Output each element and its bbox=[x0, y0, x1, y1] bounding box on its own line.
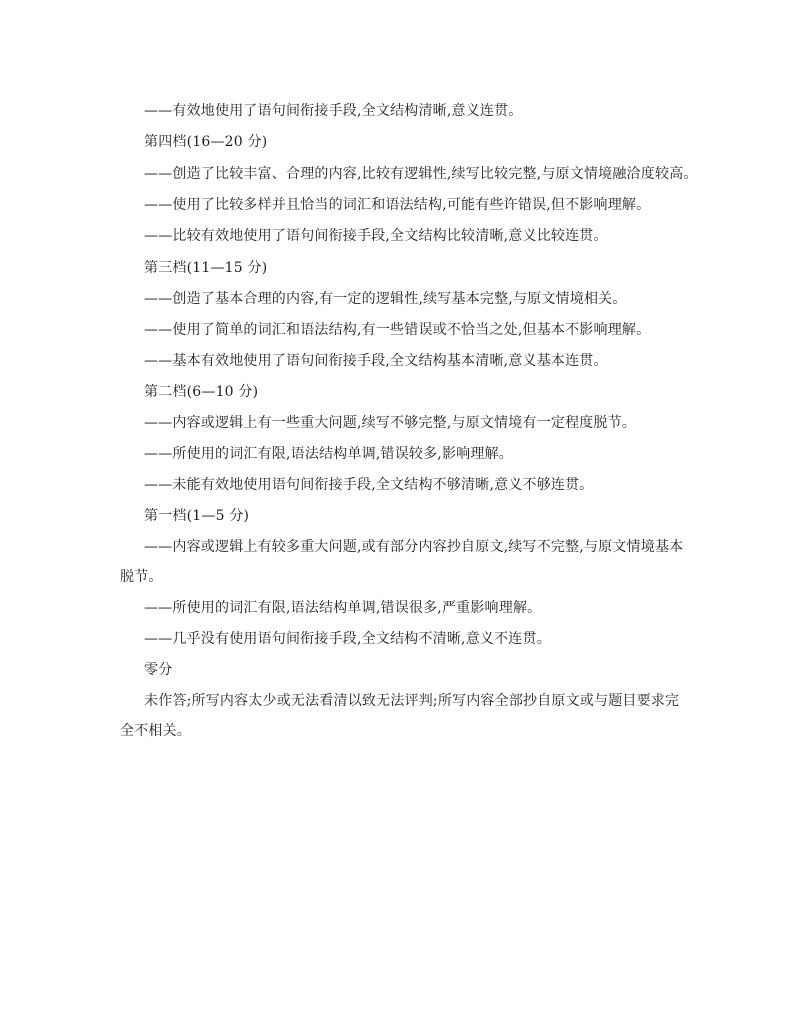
tier3-criterion-coherence: ——基本有效地使用了语句间衔接手段,全文结构基本清晰,意义基本连贯。 bbox=[144, 353, 608, 369]
tier2-criterion-language: ——所使用的词汇有限,语法结构单调,错误较多,影响理解。 bbox=[144, 446, 513, 462]
tier2-criterion-coherence: ——未能有效地使用语句间衔接手段,全文结构不够清晰,意义不够连贯。 bbox=[144, 477, 594, 493]
tier4-heading: 第四档(16—20 分) bbox=[144, 134, 268, 150]
tier1-criterion-coherence: ——几乎没有使用语句间衔接手段,全文结构不清晰,意义不连贯。 bbox=[144, 631, 551, 647]
tier3-heading: 第三档(11—15 分) bbox=[144, 260, 268, 276]
tier4-criterion-coherence: ——比较有效地使用了语句间衔接手段,全文结构比较清晰,意义比较连贯。 bbox=[144, 228, 608, 244]
tier1-criterion-language: ——所使用的词汇有限,语法结构单调,错误很多,严重影响理解。 bbox=[144, 600, 542, 616]
tier4-criterion-language: ——使用了比较多样并且恰当的词汇和语法结构,可能有些许错误,但不影响理解。 bbox=[144, 197, 651, 213]
tier5-criterion-coherence: ——有效地使用了语句间衔接手段,全文结构清晰,意义连贯。 bbox=[144, 103, 523, 119]
zero-score-text-line1: 未作答;所写内容太少或无法看清以致无法评判;所写内容全部抄自原文或与题目要求完 bbox=[144, 693, 680, 709]
tier1-heading: 第一档(1—5 分) bbox=[144, 508, 250, 524]
tier2-criterion-content: ——内容或逻辑上有一些重大问题,续写不够完整,与原文情境有一定程度脱节。 bbox=[144, 415, 637, 431]
tier1-criterion-content-line2: 脱节。 bbox=[120, 569, 163, 585]
tier3-criterion-content: ——创造了基本合理的内容,有一定的逻辑性,续写基本完整,与原文情境相关。 bbox=[144, 291, 627, 307]
zero-score-heading: 零分 bbox=[144, 662, 173, 678]
zero-score-text-line2: 全不相关。 bbox=[120, 723, 191, 739]
tier2-heading: 第二档(6—10 分) bbox=[144, 384, 259, 400]
tier4-criterion-content: ——创造了比较丰富、合理的内容,比较有逻辑性,续写比较完整,与原文情境融洽度较高。 bbox=[144, 166, 698, 182]
tier3-criterion-language: ——使用了简单的词汇和语法结构,有一些错误或不恰当之处,但基本不影响理解。 bbox=[144, 322, 651, 338]
tier1-criterion-content-line1: ——内容或逻辑上有较多重大问题,或有部分内容抄自原文,续写不完整,与原文情境基本 bbox=[144, 539, 684, 555]
